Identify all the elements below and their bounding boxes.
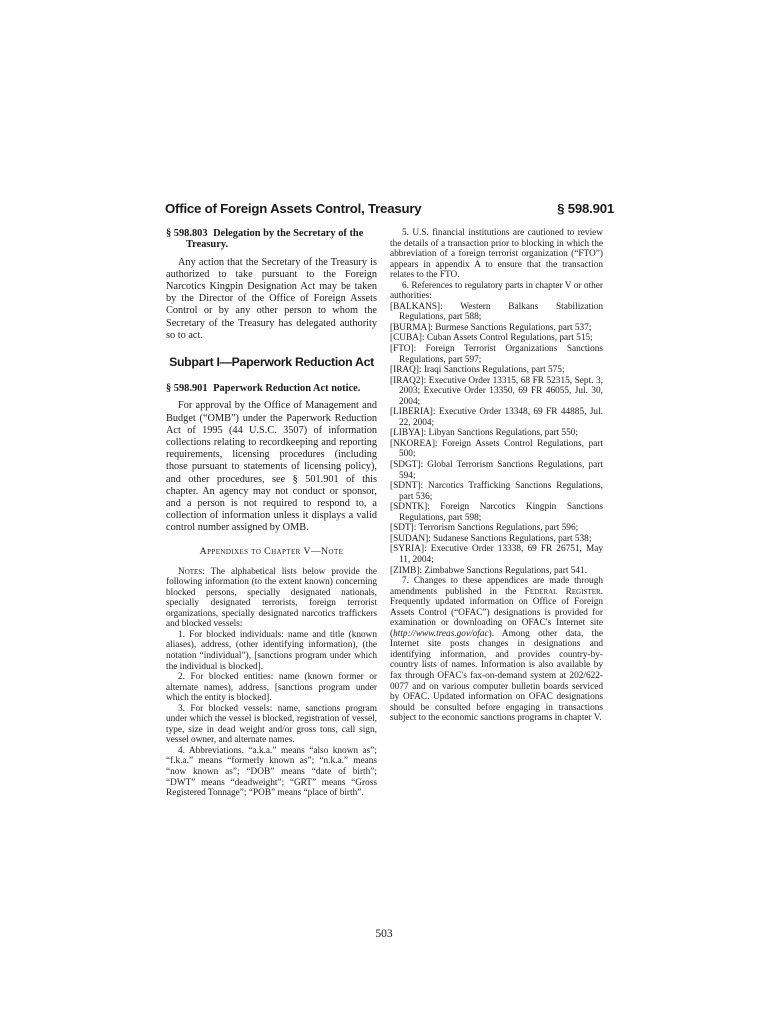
right-column [390,228,603,724]
note-3: 3. For blocked vessels: name, sanctions program under which the vessel is blocked, registration of vessel, type, size in dead weight and/or gross tons, call sign, vessel owner, and alternate names. [166,703,377,746]
section-title: Paperwork Reduction Act notice. [213,383,361,395]
section-heading-598-901 [166,383,377,394]
note-6: 6. References to regulatory parts in chapter V or other authorities: [390,280,603,302]
reference-item: [IRAQ]: Iraqi Sanctions Regulations, part 575; [390,365,565,376]
reference-item: [CUBA]: Cuban Assets Control Regulations, part 515; [390,333,593,344]
appendix-notes [166,567,377,799]
note-7-text-a: 7. Changes to these appendices are made through amendments published in the [390,576,603,597]
reference-item: [FTO]: Foreign Terrorist Organizations Sanctions Regulations, part 597; [390,344,603,365]
reference-item: [SYRIA]: Executive Order 13338, 69 FR 26751, May 11, 2004; [390,544,603,565]
section-symbol: § 598.901 [166,383,208,395]
section-symbol: § 598.803 [166,228,208,239]
reference-item: [BURMA]: Burmese Sanctions Regulations, part 537; [390,322,592,333]
notes-label: Notes: [178,566,205,577]
note-4: 4. Abbreviations. “a.k.a.” means “also known as”; “f.k.a.” means “formerly known as”; “n.k.a.” means “now known as”; “DOB” means “date of birth”; “DWT” means “deadweight”; “GRT” means “Gross Registered Tonnage”; “POB” means “place of birth”. [166,745,377,799]
ofac-url: http://www.treas.gov/ofac [393,628,489,639]
reference-item: [SUDAN]: Sudanese Sanctions Regulations, part 538; [390,533,592,544]
reference-item: [IRAQ2]: Executive Order 13315, 68 FR 52315, Sept. 3, 2003; Executive Order 13350, 69 FR 46055, Jul. 30, 2004; [390,375,603,407]
reference-item: [ZIMB]: Zimbabwe Sanctions Regulations, part 541. [390,565,588,576]
section-body-598-901: For approval by the Office of Management and Budget (“OMB”) under the Paperwork Reduction Act of 1995 (44 U.S.C. 3507) of information collections relating to recordkeeping and reporting requirements, licensing procedures (including those pursuant to statements of licensing policy), and other procedures, see § 501.901 of this chapter. An agency may not conduct or sponsor, and a person is not required to respond to, a collection of information unless it displays a valid control number assigned by OMB. [166,400,377,534]
running-head-section: § 598.901 [557,201,614,216]
reference-item: [BALKANS]: Western Balkans Stabilization Regulations, part 588; [390,301,603,323]
reference-item: [SDNTK]: Foreign Narcotics Kingpin Sanctions Regulations, part 598; [390,502,603,523]
section-body-598-803: Any action that the Secretary of the Treasury is authorized to take pursuant to the Foreign Narcotics Kingpin Designation Act may be taken by the Director of the Office of Foreign Assets Control or by any other person to whom the Secretary of the Treasury has delegated authority so to act. [166,256,377,341]
left-column [166,228,377,799]
reference-item: [SDNT]: Narcotics Trafficking Sanctions Regulations, part 536; [390,481,603,502]
reference-item: [LIBERIA]: Executive Order 13348, 69 FR 44885, Jul. 22, 2004; [390,407,603,428]
note-7 [390,576,603,724]
reference-item: [SDGT]: Global Terrorism Sanctions Regulations, part 594; [390,460,603,481]
reference-item: [NKOREA]: Foreign Assets Control Regulations, part 500; [390,438,603,460]
section-heading-598-803 [166,228,377,251]
reference-item: [LIBYA]: Libyan Sanctions Regulations, part 550; [390,428,578,439]
reference-list [390,302,603,576]
subpart-heading: Subpart I—Paperwork Reduction Act [169,355,374,370]
note-7-text-c: ). Among other data, the Internet site posts changes in designations and identifying information, and provides country-by-country lists of names. Information is also available by fax through OFAC's fax-on-demand system at 202/622-0077 and on various computer bulletin boards serviced by OFAC. Updated information on OFAC designations should be consulted before engaging in transactions subject to the economic sanctions programs in chapter V. [390,628,603,724]
note-7-text-b: . Frequently updated information on Office of Foreign Assets Control (“OFAC”) designations is provided for examination or downloading on OFAC's Internet site ( [390,586,603,639]
reference-item: [SDT]: Terrorism Sanctions Regulations, part 596; [390,523,579,534]
notes-intro [166,567,377,630]
notes-intro-text: The alphabetical lists below provide the following information (to the extent known) concerning blocked persons, specially designated nationals, specially designated terrorists, foreign terrorist organizations, specially designated narcotics traffickers and blocked vessels: [166,566,377,630]
appendix-heading: Appendixes to Chapter V—Note [199,545,344,557]
note-2: 2. For blocked entities: name (known former or alternate names), address, [sanctions program under which the entity is blocked]. [166,672,377,704]
note-5: 5. U.S. financial institutions are cautioned to review the details of a transaction prior to blocking in which the abbreviation of a foreign terrorist organization (“FTO”) appears in appendix A to ensure that the transaction relates to the FTO. [390,228,603,281]
running-head [165,201,614,216]
page-number: 503 [375,928,393,940]
running-head-title: Office of Foreign Assets Control, Treasury [165,201,422,216]
note-1: 1. For blocked individuals: name and title (known aliases), address, (other identifying information), (the notation “individual”), [sanctions program under which the individual is blocked]. [166,629,377,672]
federal-register: Federal Register [524,586,601,597]
section-title: Delegation by the Secretary of the Treasury. [186,228,364,251]
